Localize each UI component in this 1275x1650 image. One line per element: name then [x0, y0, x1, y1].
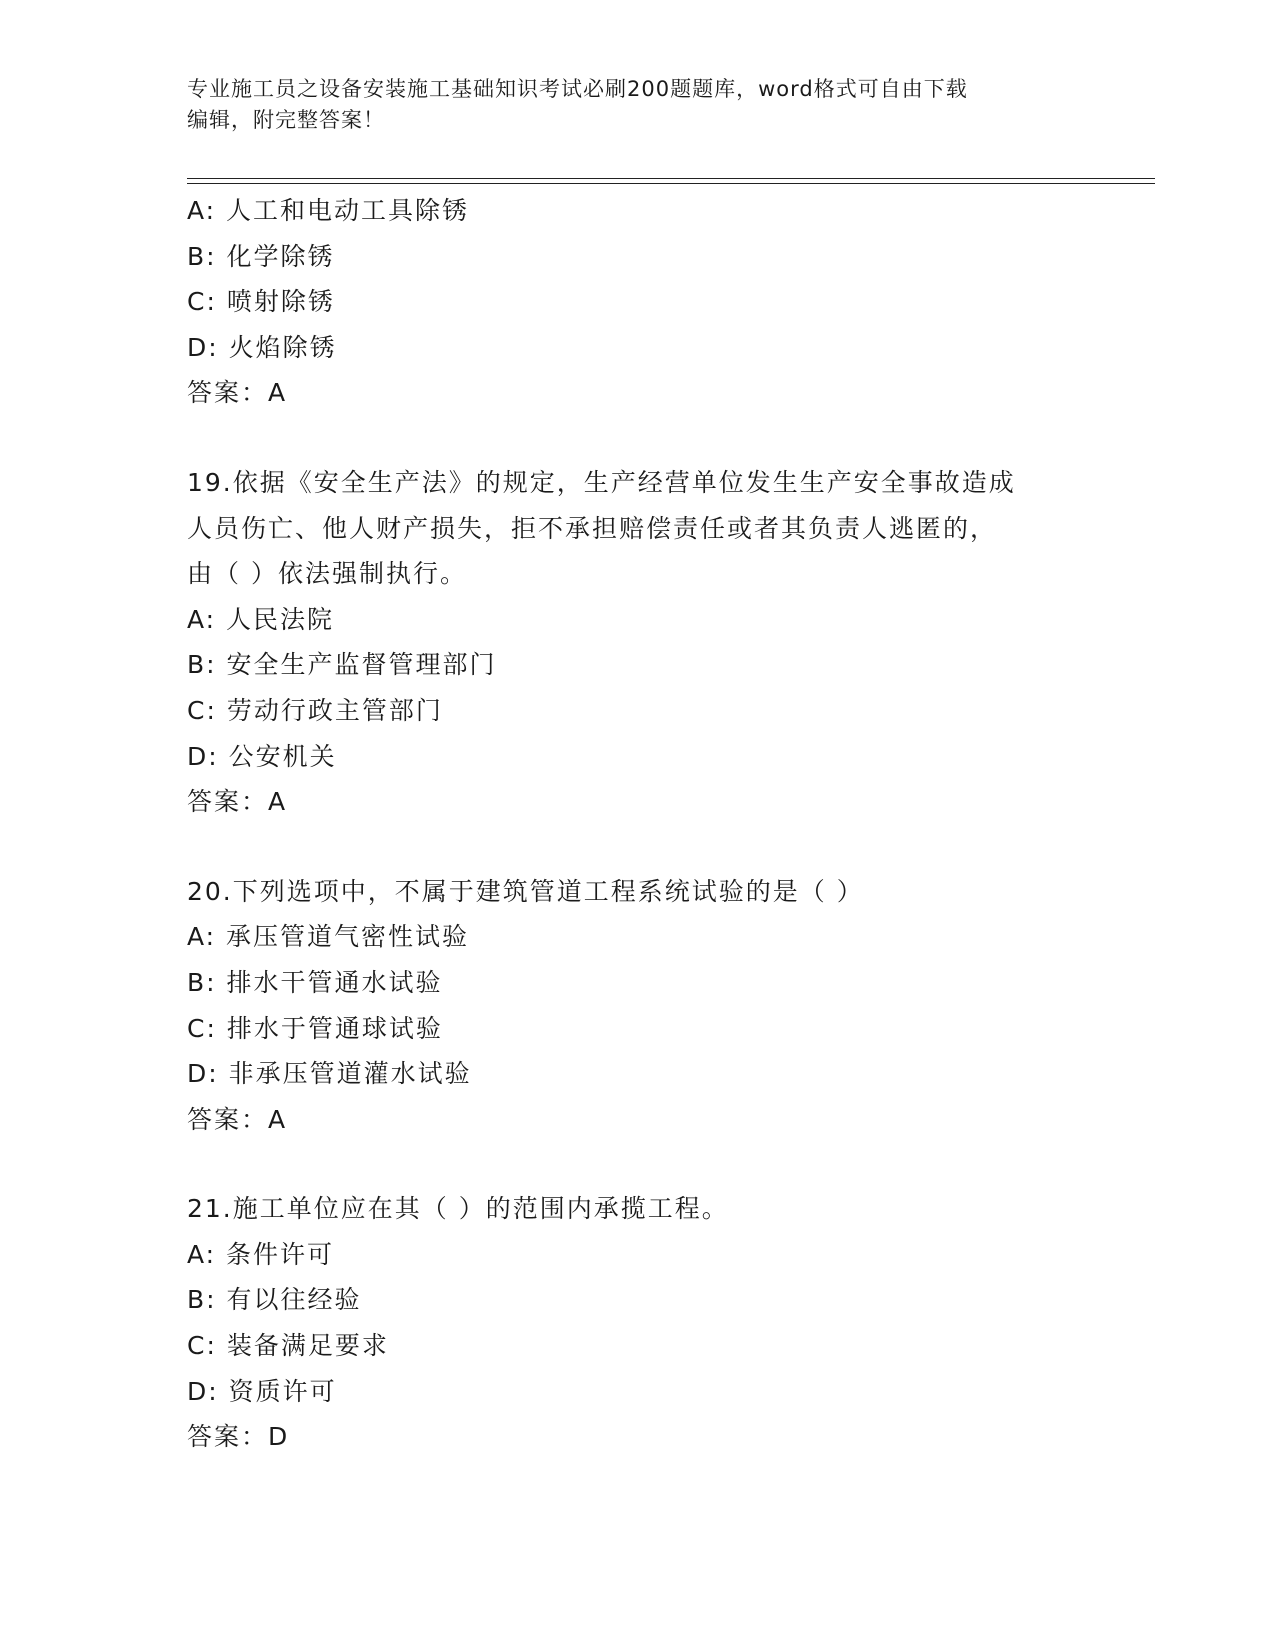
option-a: A: 人民法院: [187, 604, 335, 634]
header-title-line-1: 专业施工员之设备安装施工基础知识考试必刷200题题库，word格式可自由下载: [187, 77, 968, 101]
question-18: [187, 188, 1107, 416]
option-b: B: 排水干管通水试验: [187, 967, 443, 997]
option-d: D: 非承压管道灌水试验: [187, 1059, 472, 1089]
option-a: A: 人工和电动工具除锈: [187, 196, 470, 225]
option-c: C: 劳动行政主管部门: [187, 695, 443, 725]
option-d: D: 资质许可: [187, 1376, 337, 1406]
answer: 答案：A: [187, 787, 288, 817]
question-text-line: 人员伤亡、他人财产损失，拒不承担赔偿责任或者其负责人逃匿的，: [187, 513, 998, 543]
option-b: B: 有以往经验: [187, 1285, 362, 1315]
question-20: [187, 869, 1107, 1143]
header-title-line-2: 编辑，附完整答案！: [187, 108, 385, 132]
option-a: A: 承压管道气密性试验: [187, 922, 470, 952]
question-19: [187, 460, 1107, 825]
answer: 答案：A: [187, 378, 288, 408]
question-21: [187, 1186, 1107, 1460]
document-header: [187, 74, 1087, 136]
option-b: B: 安全生产监督管理部门: [187, 650, 497, 680]
option-c: C: 喷射除锈: [187, 287, 335, 317]
option-c: C: 排水于管通球试验: [187, 1013, 443, 1043]
question-text-line: 21.施工单位应在其（ ）的范围内承揽工程。: [187, 1194, 729, 1224]
option-d: D: 公安机关: [187, 741, 337, 771]
option-b: B: 化学除锈: [187, 241, 335, 271]
option-a: A: 条件许可: [187, 1239, 335, 1269]
header-divider: [187, 178, 1155, 184]
question-list: [187, 188, 1107, 1460]
answer: 答案：A: [187, 1104, 288, 1134]
answer: 答案：D: [187, 1422, 290, 1452]
question-text-line: 19.依据《安全生产法》的规定，生产经营单位发生生产安全事故造成: [187, 467, 1016, 497]
question-text-line: 20.下列选项中，不属于建筑管道工程系统试验的是（ ）: [187, 876, 864, 906]
option-c: C: 装备满足要求: [187, 1331, 389, 1361]
question-text-line: 由（ ）依法强制执行。: [187, 559, 467, 589]
option-d: D: 火焰除锈: [187, 332, 337, 362]
